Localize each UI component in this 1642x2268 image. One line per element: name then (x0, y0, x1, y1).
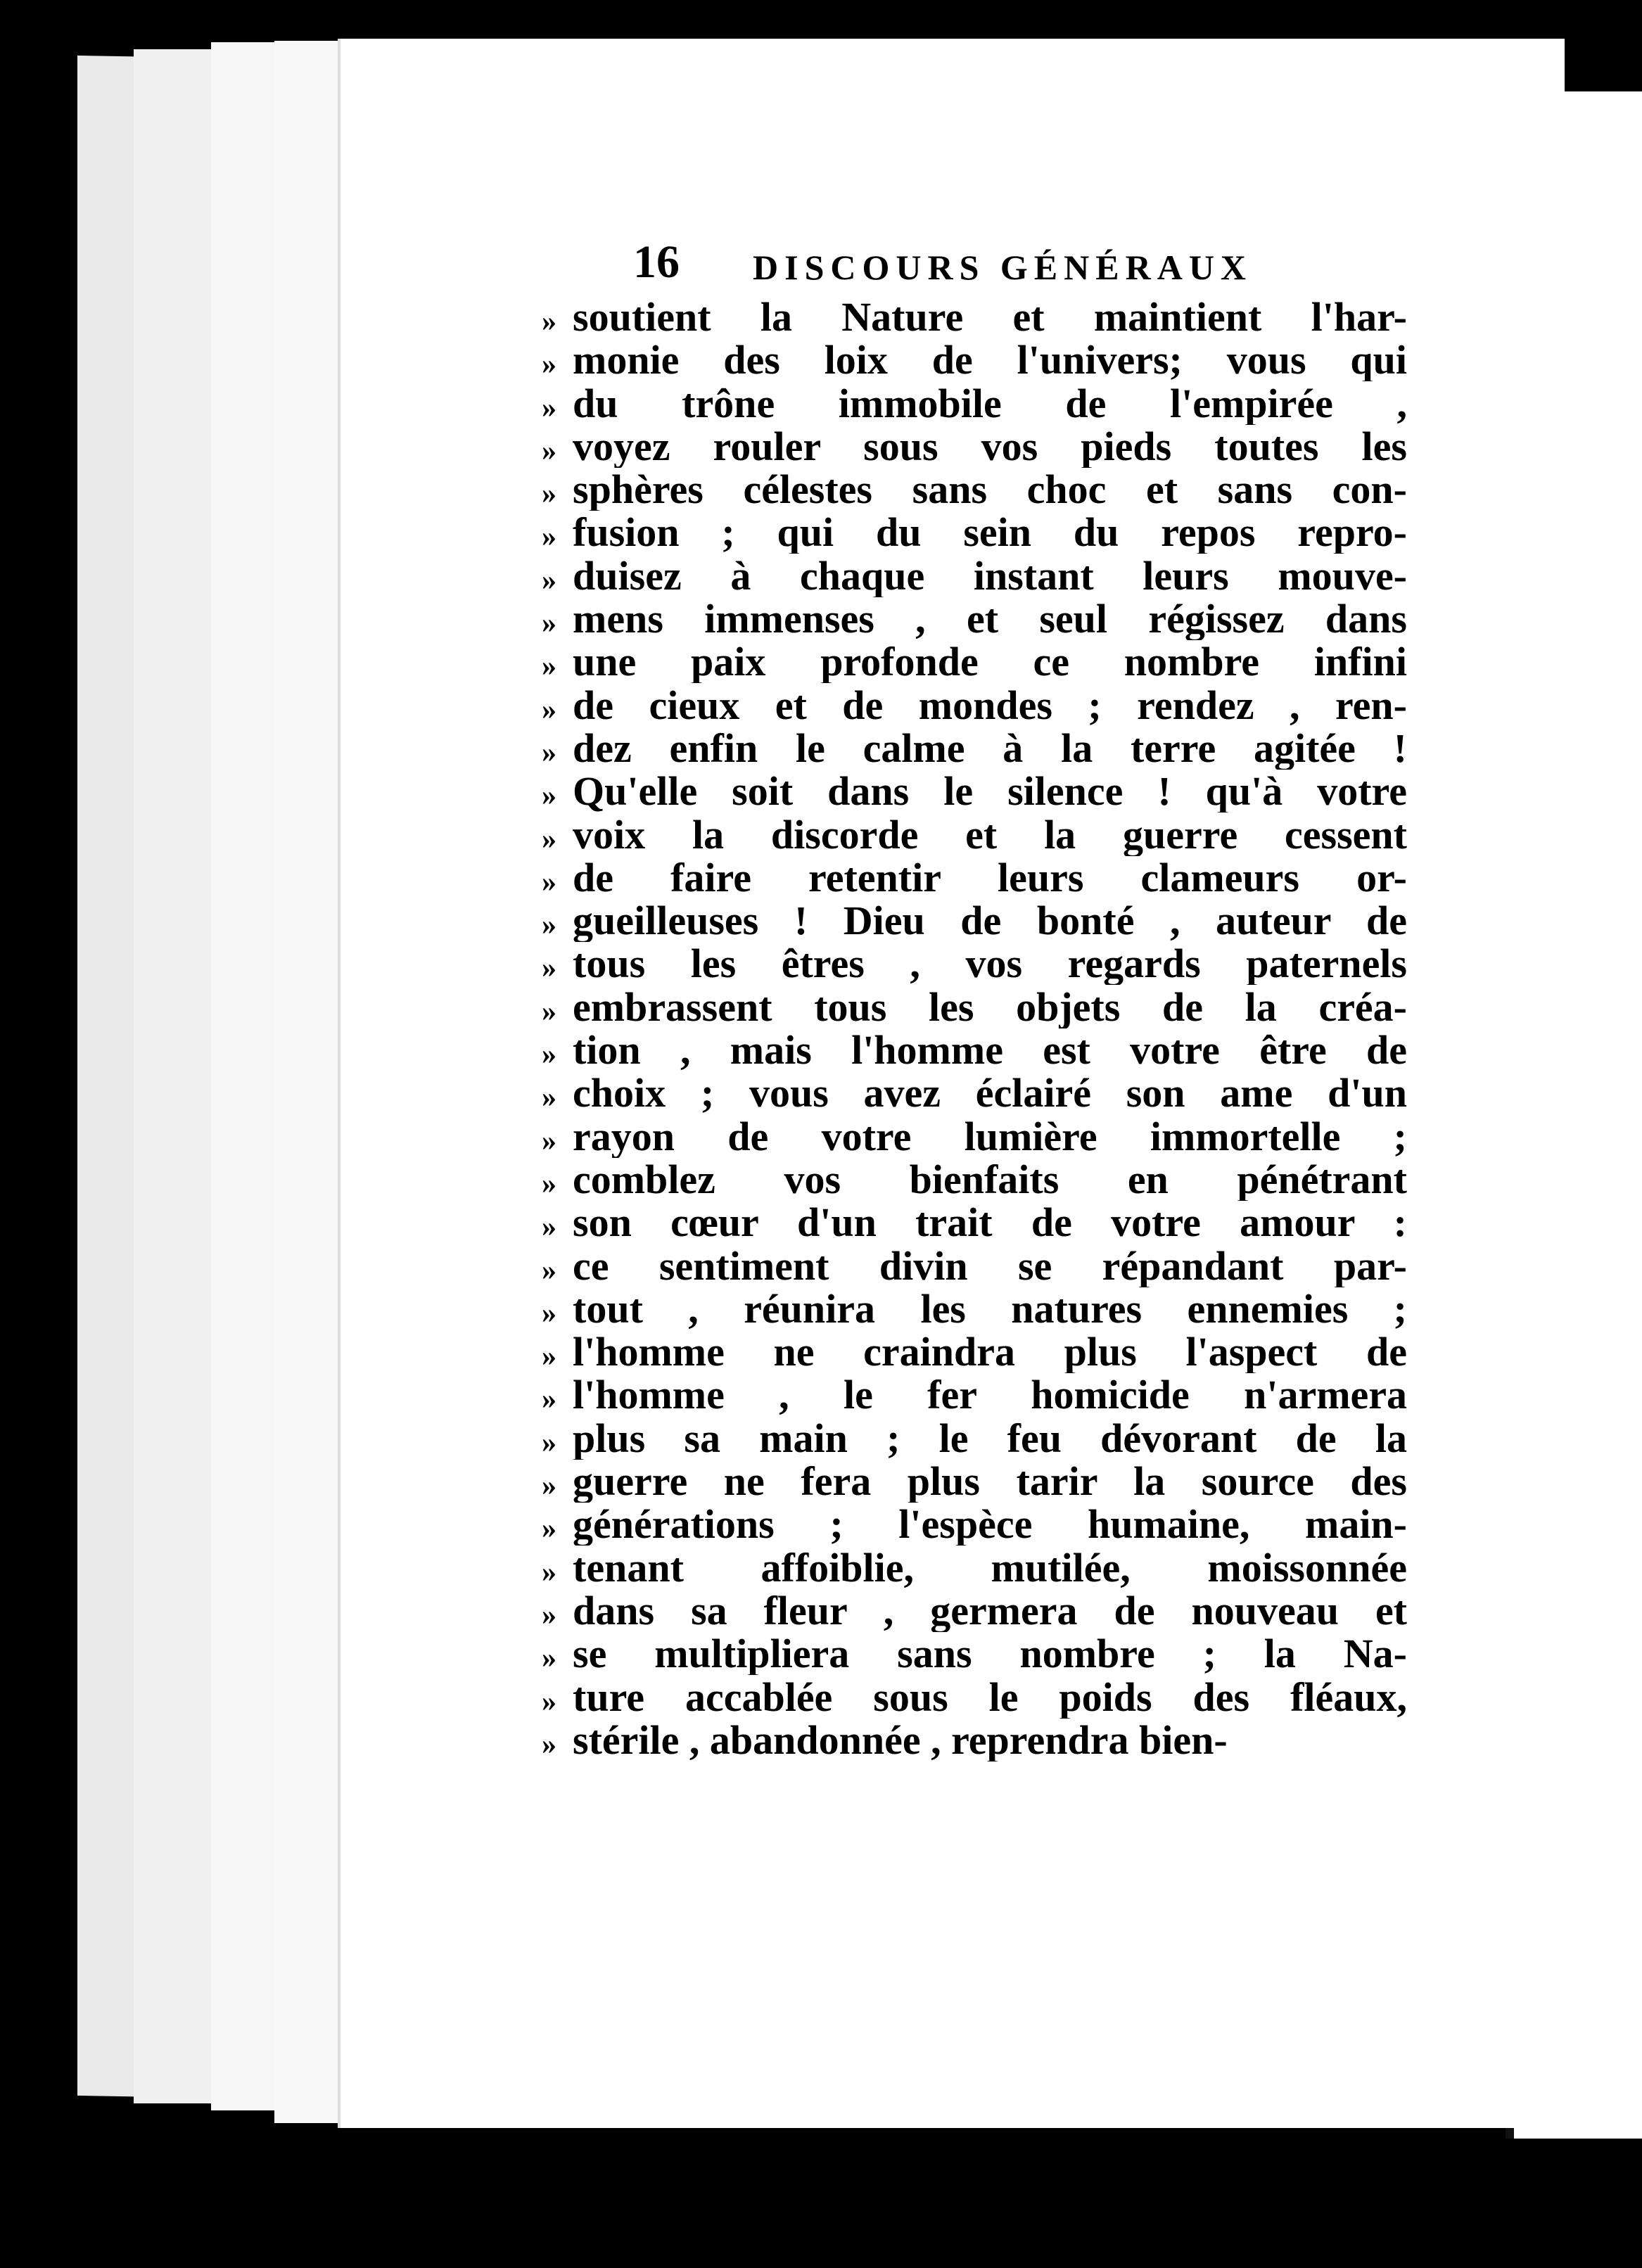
line-text: tout , réunira les natures ennemies ; (573, 1287, 1407, 1330)
text-line (542, 511, 1407, 554)
text-line (542, 468, 1407, 511)
line-text: l'homme ne craindra plus l'aspect de (573, 1330, 1407, 1374)
text-line (542, 1373, 1407, 1416)
text-line (542, 382, 1407, 425)
text-line (542, 1503, 1407, 1546)
quote-mark: » (542, 952, 556, 985)
quote-mark: » (542, 1426, 556, 1459)
text-line (542, 640, 1407, 683)
text-line (542, 684, 1407, 727)
quote-mark: » (542, 563, 556, 597)
text-line (542, 1417, 1407, 1460)
quote-mark: » (542, 822, 556, 855)
text-line (542, 338, 1407, 381)
text-line (542, 1028, 1407, 1071)
text-line (542, 770, 1407, 813)
text-line (542, 1201, 1407, 1244)
line-text: rayon de votre lumière immortelle ; (573, 1114, 1407, 1158)
text-line (542, 1460, 1407, 1503)
quote-mark: » (542, 650, 556, 683)
quote-mark: » (542, 1470, 556, 1503)
text-line (542, 597, 1407, 640)
quote-mark: » (542, 1512, 556, 1546)
text-line (542, 1330, 1407, 1373)
text-line (542, 1071, 1407, 1114)
line-text: stérile , abandonnée , reprendra bien- (573, 1718, 1228, 1761)
page-header (633, 236, 1294, 299)
text-line (542, 986, 1407, 1028)
quote-mark: » (542, 1124, 556, 1157)
line-text: une paix profonde ce nombre infini (573, 640, 1407, 684)
line-text: se multipliera sans nombre ; la Na- (573, 1632, 1407, 1676)
line-text: embrassent tous les objets de la créa- (573, 985, 1407, 1028)
quote-mark: » (542, 1167, 556, 1200)
scan-border (0, 2139, 1642, 2268)
text-line (542, 425, 1407, 468)
quote-mark: » (542, 995, 556, 1028)
text-line (542, 942, 1407, 985)
line-text: plus sa main ; le feu dévorant de la (573, 1416, 1407, 1460)
quote-mark: » (542, 391, 556, 424)
quote-mark: » (542, 607, 556, 640)
body-text (542, 295, 1407, 1761)
quote-mark: » (542, 1685, 556, 1718)
line-text: mens immenses , et seul régissez dans (573, 597, 1407, 641)
quote-mark: » (542, 865, 556, 898)
line-text: tenant affoiblie, mutilée, moissonnée (573, 1546, 1407, 1589)
quote-mark: » (542, 1383, 556, 1416)
line-text: voyez rouler sous vos pieds toutes les (573, 424, 1407, 468)
quote-mark: » (542, 1642, 556, 1675)
quote-mark: » (542, 1728, 556, 1761)
text-line (542, 1115, 1407, 1158)
quote-mark: » (542, 1297, 556, 1330)
line-text: choix ; vous avez éclairé son ame d'un (573, 1071, 1407, 1115)
quote-mark: » (542, 1081, 556, 1114)
text-line (542, 1158, 1407, 1201)
line-text: de cieux et de mondes ; rendez , ren- (573, 683, 1407, 727)
line-text: gueilleuses ! Dieu de bonté , auteur de (573, 899, 1407, 943)
line-text: ce sentiment divin se répandant par- (573, 1244, 1407, 1287)
quote-mark: » (542, 693, 556, 726)
page-number: 16 (633, 236, 680, 288)
text-line (542, 1589, 1407, 1632)
quote-mark: » (542, 779, 556, 813)
line-text: générations ; l'espèce humaine, main- (573, 1503, 1407, 1546)
line-text: fusion ; qui du sein du repos repro- (573, 511, 1407, 554)
text-line (542, 813, 1407, 856)
text-line (542, 1287, 1407, 1330)
quote-mark: » (542, 1555, 556, 1588)
line-text: duisez à chaque instant leurs mouve- (573, 554, 1407, 597)
quote-mark: » (542, 1211, 556, 1244)
line-text: son cœur d'un trait de votre amour : (573, 1201, 1407, 1244)
line-text: voix la discorde et la guerre cessent (573, 813, 1407, 856)
quote-mark: » (542, 1598, 556, 1631)
quote-mark: » (542, 478, 556, 511)
line-text: tous les êtres , vos regards paternels (573, 942, 1407, 986)
line-text: Qu'elle soit dans le silence ! qu'à votre (573, 770, 1407, 813)
quote-mark: » (542, 348, 556, 381)
quote-mark: » (542, 434, 556, 467)
line-text: soutient la Nature et maintient l'har- (573, 295, 1407, 338)
line-text: du trône immobile de l'empirée , (573, 381, 1407, 425)
line-text: sphères célestes sans choc et sans con- (573, 468, 1407, 511)
quote-mark: » (542, 1038, 556, 1071)
text-line (542, 899, 1407, 942)
text-line (542, 1546, 1407, 1589)
line-text: ture accablée sous le poids des fléaux, (573, 1675, 1407, 1719)
quote-mark: » (542, 1340, 556, 1373)
text-line (542, 1676, 1407, 1719)
line-text: dans sa fleur , germera de nouveau et (573, 1588, 1407, 1632)
line-text: monie des loix de l'univers; vous qui (573, 338, 1407, 382)
quote-mark: » (542, 305, 556, 338)
quote-mark: » (542, 521, 556, 554)
text-line (542, 856, 1407, 899)
line-text: dez enfin le calme à la terre agitée ! (573, 726, 1407, 770)
quote-mark: » (542, 909, 556, 942)
text-line (542, 1244, 1407, 1287)
quote-mark: » (542, 736, 556, 769)
text-line (542, 295, 1407, 338)
line-text: l'homme , le fer homicide n'armera (573, 1373, 1407, 1417)
quote-mark: » (542, 1254, 556, 1287)
text-line (542, 727, 1407, 770)
text-line (542, 1632, 1407, 1675)
text-line (542, 1719, 1407, 1761)
line-text: tion , mais l'homme est votre être de (573, 1028, 1407, 1072)
line-text: de faire retentir leurs clameurs or- (573, 855, 1407, 899)
running-head: DISCOURS GÉNÉRAUX (753, 248, 1253, 287)
line-text: guerre ne fera plus tarir la source des (573, 1460, 1407, 1503)
text-line (542, 554, 1407, 597)
line-text: comblez vos bienfaits en pénétrant (573, 1157, 1407, 1201)
